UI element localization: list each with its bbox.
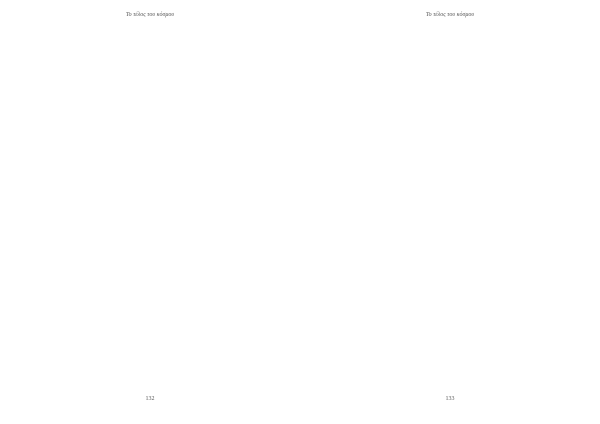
running-header-right: Το τέλος του κόσμου: [425, 12, 475, 18]
right-page-body: [355, 34, 555, 384]
right-page: [300, 0, 600, 424]
running-header-left: Το τέλος του κόσμου: [125, 12, 175, 18]
page-number-left: 132: [145, 396, 155, 402]
left-page-body: [50, 34, 250, 384]
page-number-right: 133: [445, 396, 455, 402]
